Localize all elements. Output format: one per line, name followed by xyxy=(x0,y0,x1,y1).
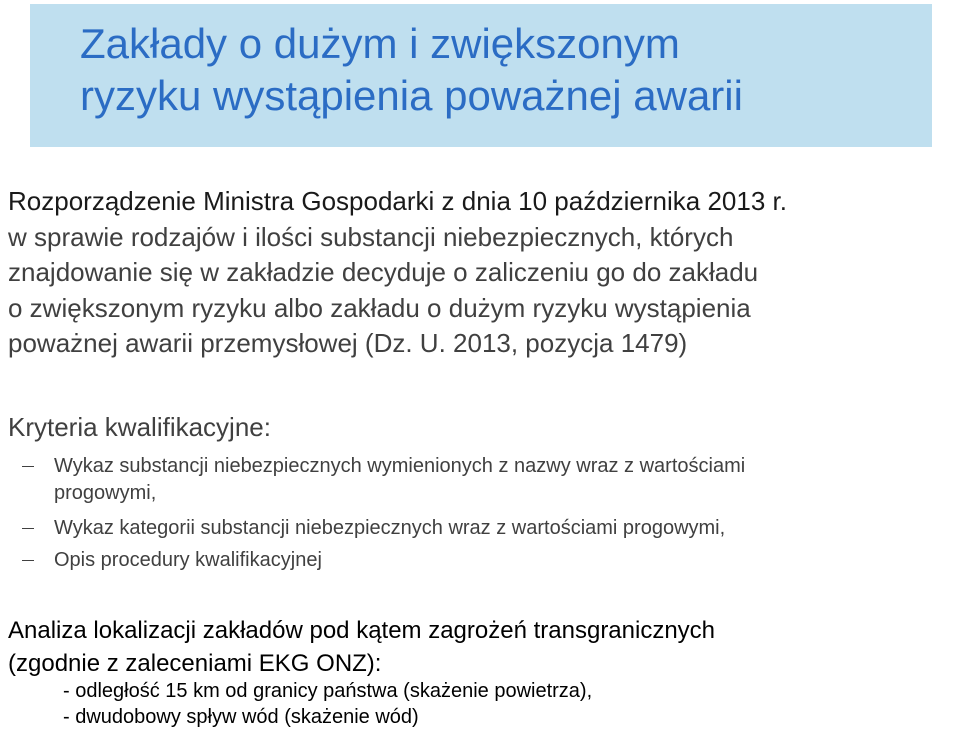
analysis-section xyxy=(8,614,715,680)
criteria-item-text: Opis procedury kwalifikacyjnej xyxy=(54,549,322,571)
title-banner xyxy=(30,4,932,147)
criteria-item xyxy=(22,453,745,479)
regulation-line: poważnej awarii przemysłowej (Dz. U. 2013, pozycja 1479) xyxy=(8,328,688,358)
dash-bullet-icon xyxy=(22,528,34,529)
regulation-line: Rozporządzenie Ministra Gospodarki z dnia 10 października 2013 r. xyxy=(8,186,787,216)
analysis-point: - odległość 15 km od granicy państwa (skażenie powietrza), xyxy=(63,680,593,702)
analysis-line: Analiza lokalizacji zakładów pod kątem zagrożeń transgranicznych xyxy=(8,617,716,644)
criteria-item xyxy=(22,515,725,541)
analysis-line: (zgodnie z zaleceniami EKG ONZ): xyxy=(8,650,382,677)
regulation-line: w sprawie rodzajów i ilości substancji niebezpiecznych, których xyxy=(8,221,734,252)
analysis-point: - dwudobowy spływ wód (skażenie wód) xyxy=(63,706,419,728)
criteria-item xyxy=(22,547,322,573)
page-title-line-2: ryzyku wystąpienia poważnej awarii xyxy=(80,72,743,119)
criteria-heading: Kryteria kwalifikacyjne: xyxy=(8,412,271,442)
regulation-line: znajdowanie się w zakładzie decyduje o zaliczeniu go do zakładu xyxy=(8,257,759,287)
page-title-line-1: Zakłady o dużym i zwiększonym xyxy=(80,20,680,67)
dash-bullet-icon xyxy=(22,466,34,467)
dash-bullet-icon xyxy=(22,560,34,561)
criteria-item-text: Wykaz substancji niebezpiecznych wymienionych z nazwy wraz z wartościami xyxy=(54,455,746,477)
criteria-item-continuation: progowymi, xyxy=(54,482,157,504)
regulation-line: o zwiększonym ryzyku albo zakładu o dużym ryzyku wystąpienia xyxy=(8,292,751,323)
regulation-text xyxy=(8,184,787,362)
criteria-item-text: Wykaz kategorii substancji niebezpiecznych wraz z wartościami progowymi, xyxy=(54,517,726,539)
